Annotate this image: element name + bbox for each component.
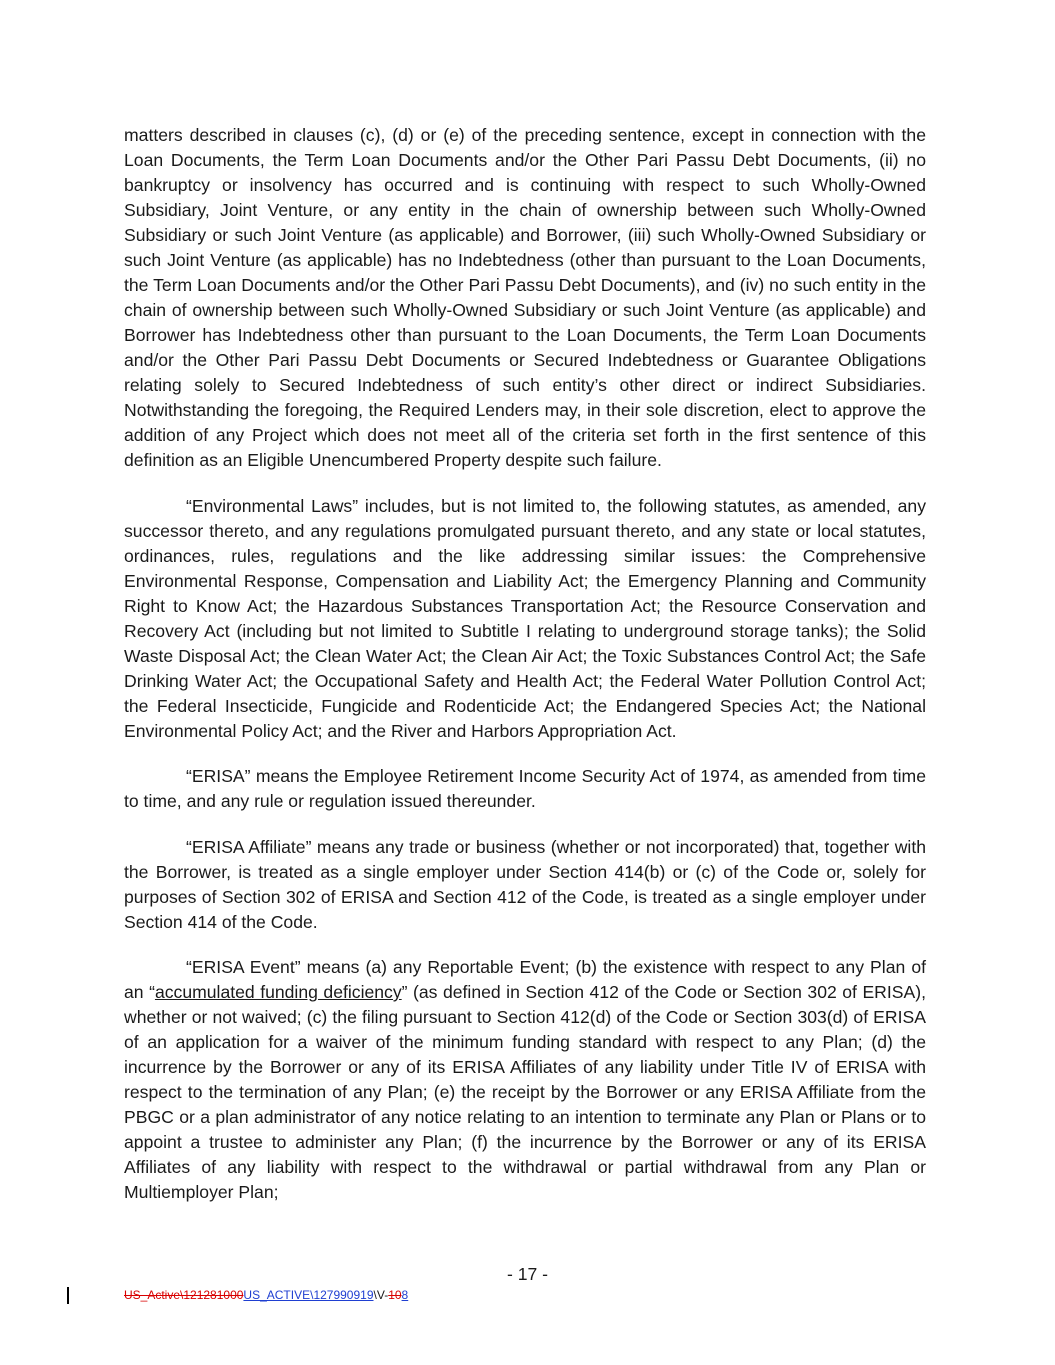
paragraph-erisa-event: [124, 955, 926, 1205]
accumulated-funding-deficiency-term: accumulated funding deficiency: [154, 982, 402, 1002]
inserted-document-id: US_ACTIVE\127990919: [243, 1288, 374, 1302]
inserted-version: 8: [401, 1288, 409, 1302]
document-body: [124, 123, 926, 1226]
document-id-footer: [124, 1288, 408, 1302]
version-prefix: \V-: [373, 1288, 389, 1302]
erisa-event-text-rest: ” (as defined in Section 412 of the Code or Section 302 of ERISA), whether or not waived; (c) the filing pursuant to Section 412(d) of the Code or Section 303(d) of ERISA of an application for a waiver of the minimum funding standard with respect to any Plan; (d) the incurrence by the Borrower or any of its ERISA Affiliates of any liability under Title IV of ERISA with respect to the termination of any Plan; (e) the receipt by the Borrower or any ERISA Affiliate from the PBGC or a plan administrator of any notice relating to an intention to terminate any Plan or Plans or to appoint a trustee to administer any Plan; (f) the incurrence by the Borrower or any of its ERISA Affiliates of any liability with respect to the withdrawal or partial withdrawal from any Plan or Multiemployer Plan;: [124, 982, 926, 1202]
paragraph-environmental-laws: “Environmental Laws” includes, but is not limited to, the following statutes, as amended, any successor thereto, and any regulations promulgated pursuant thereto, and any state or local statutes, ordinances, rules, regulations and the like addressing similar issues: the Comprehensive Environmental Response, Compensation and Liability Act; the Emergency Planning and Community Right to Know Act; the Hazardous Substances Transportation Act; the Resource Conservation and Recovery Act (including but not limited to Subtitle I relating to underground storage tanks); the Solid Waste Disposal Act; the Clean Water Act; the Clean Air Act; the Toxic Substances Control Act; the Safe Drinking Water Act; the Occupational Safety and Health Act; the Federal Water Pollution Control Act; the Federal Insecticide, Fungicide and Rodenticide Act; the Endangered Species Act; the National Environmental Policy Act; and the River and Harbors Appropriation Act.: [124, 495, 926, 741]
paragraph-erisa-affiliate: “ERISA Affiliate” means any trade or business (whether or not incorporated) that, together with the Borrower, is treated as a single employer under Section 414(b) or (c) of the Code or, solely for purposes of Section 302 of ERISA and Section 412 of the Code, is treated as a single employer under Section 414 of the Code.: [124, 836, 926, 932]
page-number: - 17 -: [506, 1264, 549, 1284]
deleted-version: 10: [388, 1288, 402, 1302]
erisa-event-text-start: “ERISA Event” means (a) any Reportable Event; (b) the existence with respect to any Plan of an “: [124, 957, 926, 1002]
paragraph-eligible-property-continuation: matters described in clauses (c), (d) or (e) of the preceding sentence, except in connection with the Loan Documents, the Term Loan Documents and/or the Other Pari Passu Debt Documents, (ii) no bankruptcy or insolvency has occurred and is continuing with respect to such Wholly-Owned Subsidiary, Joint Venture, or any entity in the chain of ownership between such Wholly-Owned Subsidiary or such Joint Venture (as applicable) and Borrower, (iii) such Wholly-Owned Subsidiary or such Joint Venture (as applicable) has no Indebtedness (other than pursuant to the Loan Documents, the Term Loan Documents and/or the Other Pari Passu Debt Documents), and (iv) no such entity in the chain of ownership between such Wholly-Owned Subsidiary or such Joint Venture (as applicable) and Borrower has Indebtedness other than pursuant to the Loan Documents, the Term Loan Documents and/or the Other Pari Passu Debt Documents or Secured Indebtedness or Guarantee Obligations relating solely to Secured Indebtedness of such entity’s other direct or indirect Subsidiaries. Notwithstanding the foregoing, the Required Lenders may, in their sole discretion, elect to approve the addition of any Project which does not meet all of the criteria set forth in the first sentence of this definition as an Eligible Unencumbered Property despite such failure.: [124, 125, 926, 470]
paragraph-erisa: “ERISA” means the Employee Retirement Income Security Act of 1974, as amended from time to time, and any rule or regulation issued thereunder.: [124, 766, 926, 811]
revision-change-bar: [67, 1287, 69, 1304]
deleted-document-id: US_Active\121281000: [124, 1288, 244, 1302]
